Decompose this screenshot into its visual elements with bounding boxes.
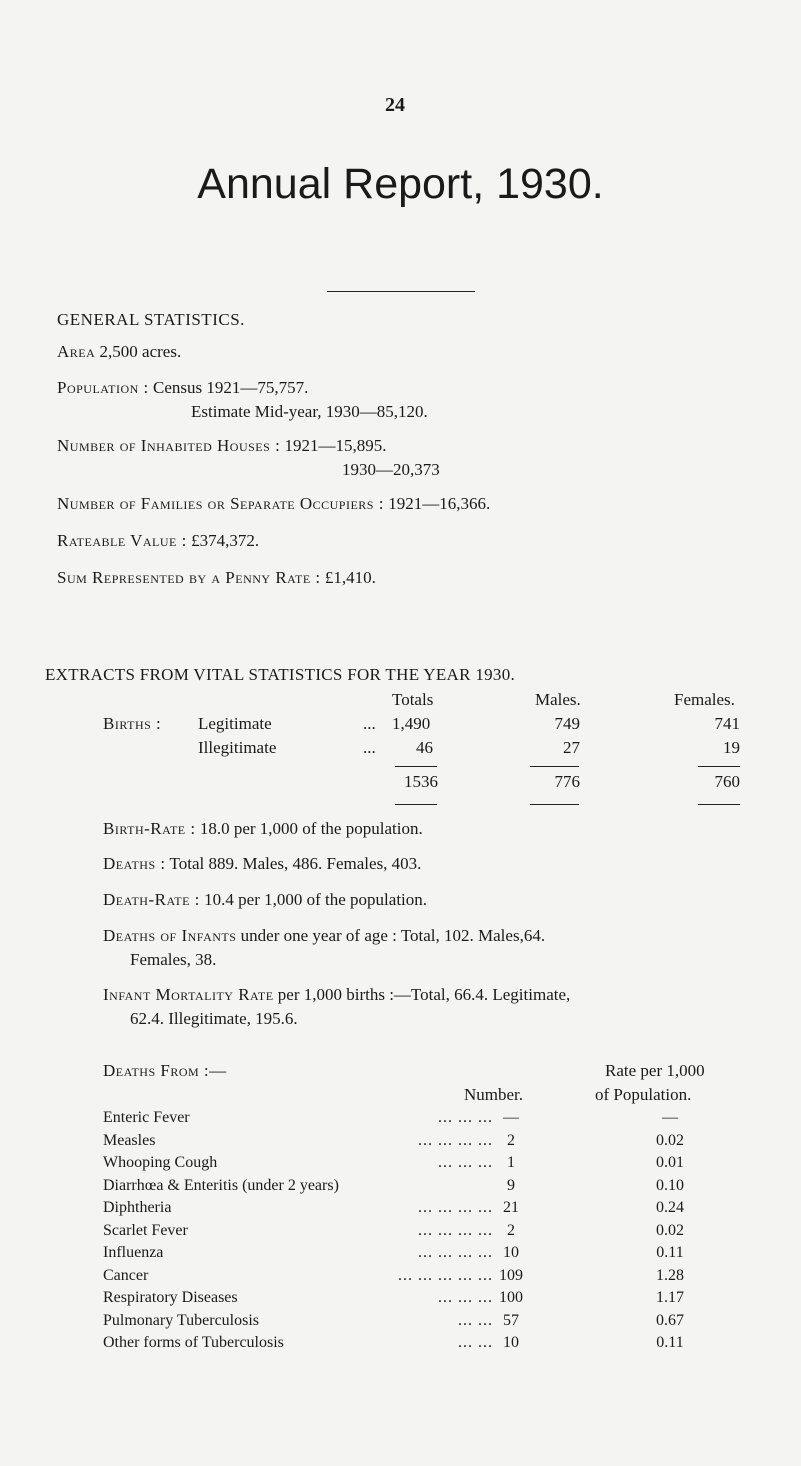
penny-rate-line bbox=[57, 568, 376, 588]
leader-dots: ... ... ... bbox=[438, 1289, 493, 1306]
cause-rate: 0.67 bbox=[656, 1311, 684, 1329]
houses-1921: 1921—15,895. bbox=[284, 436, 387, 455]
population-label: Population : bbox=[57, 378, 149, 397]
cause-number: 10 bbox=[503, 1244, 519, 1261]
cause-label: Scarlet Fever bbox=[103, 1221, 188, 1239]
cause-rate: 1.28 bbox=[656, 1266, 684, 1284]
imr-label: Infant Mortality Rate bbox=[103, 985, 274, 1004]
cause-number: 21 bbox=[503, 1199, 519, 1216]
cause-rate: 0.11 bbox=[656, 1334, 684, 1351]
col-rate-1: Rate per 1,000 bbox=[605, 1061, 705, 1080]
deaths-line bbox=[103, 854, 421, 874]
cause-rate: 0.01 bbox=[656, 1154, 684, 1171]
births-row bbox=[198, 714, 272, 734]
sum-rule bbox=[395, 804, 437, 805]
col-males: Males. bbox=[535, 690, 581, 709]
birth-rate-label: Birth-Rate : bbox=[103, 819, 196, 838]
death-rate-text: 10.4 per 1,000 of the population. bbox=[204, 890, 428, 909]
leader-dots: ... ... bbox=[458, 1311, 493, 1329]
families-label: Number of Families or Separate Occupiers : bbox=[57, 494, 384, 513]
leader-dots: ... ... ... ... ... bbox=[398, 1266, 493, 1284]
births-row-males: 749 bbox=[554, 714, 580, 733]
cause-number: 57 bbox=[503, 1311, 519, 1329]
births-row bbox=[198, 738, 276, 758]
leader-dots: ... ... ... bbox=[438, 1109, 493, 1126]
rateable-label: Rateable Value : bbox=[57, 531, 187, 550]
births-label: Births : bbox=[103, 714, 162, 733]
cause-rate: 0.11 bbox=[656, 1244, 684, 1261]
col-totals: Totals bbox=[392, 690, 434, 709]
cause-number: — bbox=[503, 1109, 519, 1126]
leader-dots: ... ... ... ... bbox=[418, 1244, 493, 1261]
sum-rule bbox=[530, 766, 579, 767]
cause-number: 10 bbox=[503, 1334, 519, 1351]
page-title: Annual Report, 1930. bbox=[197, 160, 604, 208]
penny-rate-value: £1,410. bbox=[324, 568, 376, 587]
cause-label: Whooping Cough bbox=[103, 1154, 218, 1171]
cause-label: Respiratory Diseases bbox=[103, 1289, 238, 1306]
cause-number: 2 bbox=[507, 1131, 515, 1149]
births-row-females: 19 bbox=[723, 738, 740, 757]
cause-number: 109 bbox=[499, 1266, 523, 1284]
cause-label: Influenza bbox=[103, 1244, 164, 1261]
cause-rate: 1.17 bbox=[656, 1289, 684, 1306]
infant-deaths-cont: Females, 38. bbox=[130, 950, 217, 969]
cause-rate: 0.02 bbox=[656, 1131, 684, 1149]
sum-rule bbox=[698, 804, 740, 805]
cause-rate: — bbox=[662, 1109, 678, 1126]
population-census: Census 1921—75,757. bbox=[153, 378, 309, 397]
page-number: 24 bbox=[385, 94, 405, 116]
births-row-total: 46 bbox=[416, 738, 433, 757]
cause-label: Diarrhœa & Enteritis (under 2 years) bbox=[103, 1176, 339, 1194]
cause-label: Pulmonary Tuberculosis bbox=[103, 1311, 260, 1329]
leader-dots: ... ... ... bbox=[438, 1154, 493, 1171]
area-label: Area bbox=[57, 342, 96, 361]
cause-label: Cancer bbox=[103, 1266, 149, 1284]
families-value: 1921—16,366. bbox=[388, 494, 491, 513]
sum-total: 1536 bbox=[404, 772, 438, 791]
houses-line bbox=[57, 436, 387, 456]
cause-number: 9 bbox=[507, 1176, 515, 1194]
leader-dots: ... ... ... ... bbox=[418, 1199, 493, 1216]
population-estimate: Estimate Mid-year, 1930—85,120. bbox=[191, 402, 428, 421]
cause-number: 2 bbox=[507, 1221, 515, 1239]
infant-deaths-line bbox=[103, 926, 545, 946]
col-number: Number. bbox=[464, 1085, 524, 1104]
cause-label: Measles bbox=[103, 1131, 156, 1149]
imr-line bbox=[103, 985, 570, 1005]
sum-females: 760 bbox=[714, 772, 740, 791]
imr-cont: 62.4. Illegitimate, 195.6. bbox=[130, 1009, 298, 1028]
rateable-value: £374,372. bbox=[191, 531, 260, 550]
deaths-from-heading: Deaths From :— bbox=[103, 1061, 227, 1080]
cause-rate: 0.10 bbox=[656, 1176, 684, 1194]
sum-rule bbox=[395, 766, 437, 767]
cause-number: 100 bbox=[499, 1289, 523, 1306]
births-row-females: 741 bbox=[714, 714, 740, 733]
vital-heading: EXTRACTS FROM VITAL STATISTICS FOR THE YEAR 1930. bbox=[45, 665, 516, 684]
population-line bbox=[57, 378, 308, 398]
infant-deaths-text: under one year of age : Total, 102. Males,64. bbox=[240, 926, 546, 945]
leader-dots: ... ... bbox=[458, 1334, 493, 1351]
births-row-dots: ... bbox=[363, 738, 376, 757]
col-rate-2: of Population. bbox=[595, 1085, 692, 1104]
cause-number: 1 bbox=[507, 1154, 515, 1171]
leader-dots: ... ... ... ... bbox=[418, 1131, 493, 1149]
houses-label: Number of Inhabited Houses : bbox=[57, 436, 281, 455]
families-line bbox=[57, 494, 490, 514]
birth-rate-text: 18.0 per 1,000 of the population. bbox=[199, 819, 423, 838]
cause-rate: 0.24 bbox=[656, 1199, 684, 1216]
births-row-label: Illegitimate bbox=[198, 738, 277, 757]
area-value: 2,500 acres. bbox=[99, 342, 182, 361]
births-row-dots: ... bbox=[363, 714, 376, 733]
birth-rate-line bbox=[103, 819, 423, 839]
leader-dots: ... ... ... ... bbox=[418, 1221, 493, 1239]
cause-label: Other forms of Tuberculosis bbox=[103, 1334, 284, 1351]
births-row-males: 27 bbox=[563, 738, 580, 757]
cause-label: Enteric Fever bbox=[103, 1109, 190, 1126]
sum-rule bbox=[530, 804, 579, 805]
col-females: Females. bbox=[674, 690, 735, 709]
rateable-line bbox=[57, 531, 259, 551]
deaths-label: Deaths : bbox=[103, 854, 166, 873]
cause-label: Diphtheria bbox=[103, 1199, 172, 1216]
births-row-label: Legitimate bbox=[198, 714, 272, 733]
sum-rule bbox=[698, 766, 740, 767]
deaths-text: Total 889. Males, 486. Females, 403. bbox=[169, 854, 422, 873]
death-rate-label: Death-Rate : bbox=[103, 890, 200, 909]
births-row-total: 1,490 bbox=[392, 714, 431, 733]
houses-1930: 1930—20,373 bbox=[342, 460, 440, 479]
infant-deaths-label: Deaths of Infants bbox=[103, 926, 237, 945]
sum-males: 776 bbox=[554, 772, 580, 791]
death-rate-line bbox=[103, 890, 427, 910]
area-line bbox=[57, 342, 181, 362]
cause-rate: 0.02 bbox=[656, 1221, 684, 1239]
general-heading: GENERAL STATISTICS. bbox=[57, 310, 245, 329]
penny-rate-label: Sum Represented by a Penny Rate : bbox=[57, 568, 321, 587]
title-divider bbox=[327, 291, 475, 292]
imr-text: per 1,000 births :—Total, 66.4. Legitimate, bbox=[277, 985, 571, 1004]
